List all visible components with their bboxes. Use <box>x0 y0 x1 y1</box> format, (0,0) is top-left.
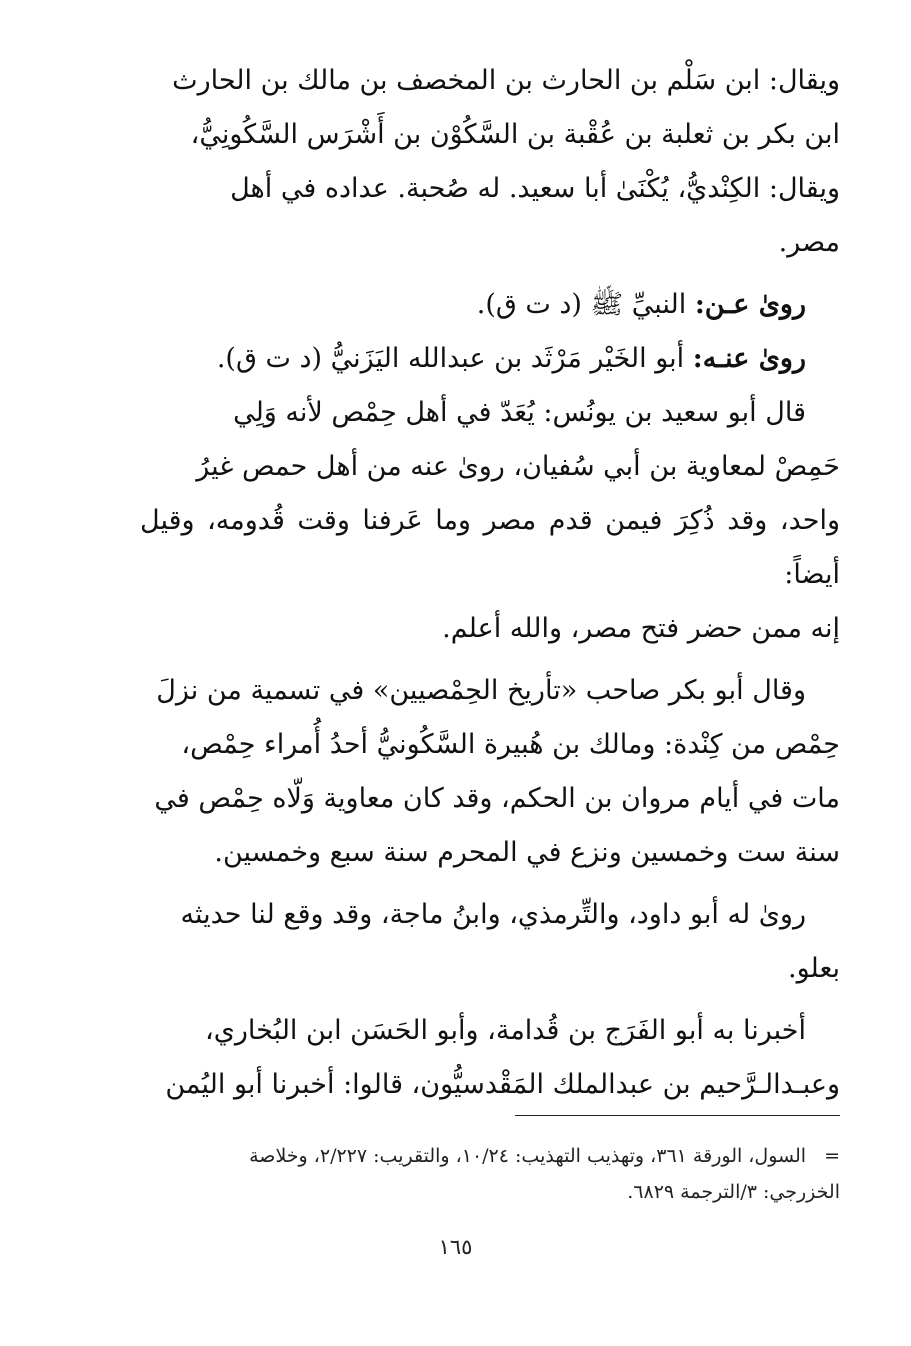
paragraph-lineage <box>140 54 840 270</box>
text-line: بعلو. <box>787 953 840 984</box>
footnote-divider <box>515 1115 840 1116</box>
footnote-text <box>140 1138 840 1210</box>
footnote-marker: = <box>824 1145 840 1167</box>
text-line: ويقال: ابن سَلْم بن الحارث بن المخصف بن مالك بن الحارث <box>172 65 840 96</box>
paragraph-narrators <box>140 888 840 996</box>
paragraph-ibn-yunus <box>140 386 840 656</box>
narrated-from-text: النبيِّ ﷺ (د ت ق). <box>476 289 695 320</box>
text-line: وعبـدالـرَّحيم بن عبدالملك المَقْدسيُّون، قالوا: أخبرنا أبو اليُمن <box>165 1069 840 1100</box>
paragraph-narrated-from <box>140 278 840 332</box>
text-line: مصر. <box>778 227 840 258</box>
text-line: إنه ممن حضر فتح مصر، والله أعلم. <box>442 613 840 644</box>
text-line: مات في أيام مروان بن الحكم، وقد كان معاوية وَلّاه حِمْص في <box>154 783 840 814</box>
footnote <box>140 1138 840 1210</box>
text-line: أخبرنا به أبو الفَرَج بن قُدامة، وأبو الحَسَن ابن البُخاري، <box>205 1015 806 1046</box>
text-line: واحد، وقد ذُكِرَ فيمن قدم مصر وما عَرفنا وقت قُدومه، وقيل أيضاً: <box>140 505 840 590</box>
paragraph-narrated-by <box>140 332 840 386</box>
narrated-from-label: روىٰ عـن: <box>694 289 806 320</box>
text-line: قال أبو سعيد بن يونُس: يُعَدّ في أهل حِمْص لأنه وَلِي <box>233 397 806 428</box>
text-line: حِمْص من كِنْدة: ومالك بن هُبيرة السَّكُونيُّ أحدُ أُمراء حِمْص، <box>181 729 840 760</box>
page-number: ١٦٥ <box>438 1235 473 1259</box>
footnote-line: الخزرجي: ٣/الترجمة ٦٨٢٩. <box>627 1181 840 1203</box>
main-text <box>140 54 840 1112</box>
paragraph-abu-bakr <box>140 664 840 880</box>
text-line: سنة ست وخمسين ونزع في المحرم سنة سبع وخمسين. <box>214 837 840 868</box>
text-line: وقال أبو بكر صاحب «تأريخ الحِمْصيين» في تسمية من نزلَ <box>156 675 806 706</box>
footnote-line: السول، الورقة ٣٦١، وتهذيب التهذيب: ١٠/٢٤، والتقريب: ٢/٢٢٧، وخلاصة <box>249 1145 807 1167</box>
paragraph-isnad <box>140 1004 840 1112</box>
narrated-by-text: أبو الخَيْر مَرْثَد بن عبدالله اليَزَنيُّ (د ت ق). <box>216 343 693 374</box>
text-line: روىٰ له أبو داود، والتِّرمذي، وابنُ ماجة، وقد وقع لنا حديثه <box>180 899 806 930</box>
text-line: ابن بكر بن ثعلبة بن عُقْبة بن السَّكُوْن بن أَشْرَس السَّكُونِيُّ، <box>190 119 840 150</box>
narrated-by-label: روىٰ عنـه: <box>692 343 806 374</box>
text-line: حَمِصْ لمعاوية بن أبي سُفيان، روىٰ عنه من أهل حمص غيرُ <box>196 451 840 482</box>
text-line: ويقال: الكِنْديُّ، يُكْنَىٰ أبا سعيد. له صُحبة. عداده في أهل <box>230 173 840 204</box>
